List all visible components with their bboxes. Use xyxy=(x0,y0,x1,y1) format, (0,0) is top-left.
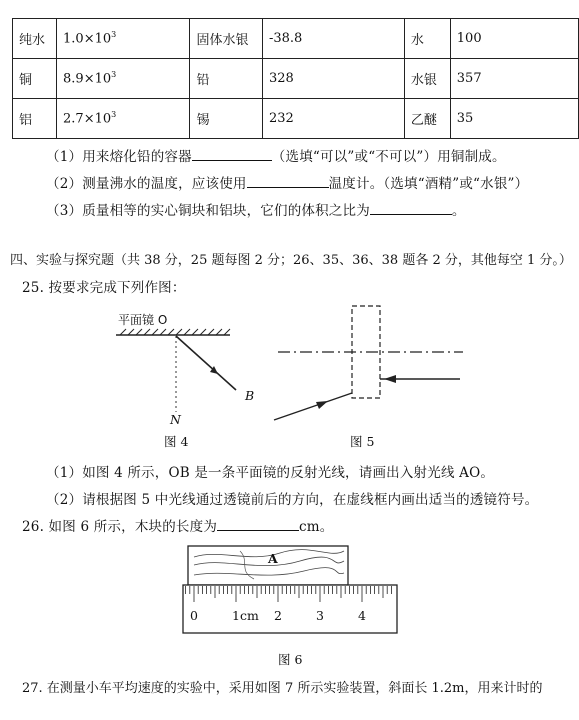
substance-value xyxy=(57,99,190,139)
figure-6-caption: 图 6 xyxy=(278,652,303,667)
substance-name: 锡 xyxy=(190,99,263,139)
q24-part3-tail: 。 xyxy=(451,203,466,219)
value-exponent: 3 xyxy=(111,70,117,80)
substance-name: 纯水 xyxy=(13,19,57,59)
q24-part2-text: （2）测量沸水的温度，应该使用 xyxy=(46,176,247,192)
substance-value xyxy=(450,99,578,139)
substance-name: 铜 xyxy=(13,59,57,99)
ruler-label: 1cm xyxy=(232,608,259,623)
substance-name: 水银 xyxy=(404,59,450,99)
q25-part1: （1）如图 4 所示，OB 是一条平面镜的反射光线，请画出入射光线 AO。 xyxy=(46,465,495,481)
q25-part2: （2）请根据图 5 中光线通过透镜前后的方向，在虚线框内画出适当的透镜符号。 xyxy=(46,492,539,508)
substance-value xyxy=(450,19,578,59)
label-b: B xyxy=(245,388,255,403)
substance-value xyxy=(262,19,404,59)
figure-5-caption: 图 5 xyxy=(350,434,375,449)
ruler-label: 3 xyxy=(316,608,324,623)
q27-question: 27. 在测量小车平均速度的实验中，采用如图 7 所示实验装置，斜面长 1.2m，用来计时的 xyxy=(22,681,543,696)
value-text: 100 xyxy=(456,31,482,46)
mirror-label: 平面镜 O xyxy=(118,313,168,327)
substance-name: 铝 xyxy=(13,99,57,139)
q24-part3-text: （3）质量相等的实心铜块和铝块，它们的体积之比为 xyxy=(46,203,370,219)
substance-value xyxy=(57,19,190,59)
answer-blank[interactable] xyxy=(370,200,452,215)
value-text: -38.8 xyxy=(268,31,303,46)
value-exponent: 3 xyxy=(111,30,117,40)
q24-part1-text: （1）用来熔化铅的容器 xyxy=(46,149,192,165)
figure-6 xyxy=(180,543,402,643)
table-row xyxy=(13,99,579,139)
substance-name: 固体水银 xyxy=(190,19,263,59)
q26-text: 26. 如图 6 所示，木块的长度为 xyxy=(22,519,218,535)
q26-unit: cm。 xyxy=(299,519,334,535)
table-row xyxy=(13,59,579,99)
ruler-label: 0 xyxy=(190,608,198,623)
value-text: 35 xyxy=(456,111,474,126)
substance-name: 铅 xyxy=(190,59,263,99)
figure-5 xyxy=(268,300,468,425)
q24-part2-tail: 温度计。（选填“酒精”或“水银”） xyxy=(328,176,529,192)
value-text: 8.9×10 xyxy=(63,71,112,87)
label-n: N xyxy=(170,412,181,427)
table-row xyxy=(13,19,579,59)
substance-value xyxy=(450,59,578,99)
value-text: 232 xyxy=(268,111,294,126)
section-heading: 四、实验与探究题（共 38 分，25 题每图 2 分；26、35、36、38 题各 2 分，其他每空 1 分。） xyxy=(10,253,572,268)
q24-part1-tail: （选填“可以”或“不可以”）用铜制成。 xyxy=(271,149,506,165)
answer-blank[interactable] xyxy=(247,173,329,188)
value-text: 2.7×10 xyxy=(63,111,112,127)
value-text: 357 xyxy=(456,71,482,86)
substance-value xyxy=(57,59,190,99)
substance-value xyxy=(262,59,404,99)
answer-blank[interactable] xyxy=(192,146,272,161)
block-label: A xyxy=(268,551,278,566)
q24-part3 xyxy=(46,199,466,219)
value-exponent: 3 xyxy=(111,110,117,120)
substance-name: 水 xyxy=(404,19,450,59)
substance-name: 乙醚 xyxy=(404,99,450,139)
q24-part2 xyxy=(46,172,528,192)
q25-title: 25. 按要求完成下列作图： xyxy=(22,280,186,296)
substance-value xyxy=(262,99,404,139)
value-text: 328 xyxy=(268,71,294,86)
data-table xyxy=(12,18,579,139)
q26-question xyxy=(22,515,334,535)
value-text: 1.0×10 xyxy=(63,31,112,47)
ruler-label: 2 xyxy=(274,608,282,623)
q24-part1 xyxy=(46,145,506,165)
answer-blank[interactable] xyxy=(217,516,299,531)
ruler-label: 4 xyxy=(358,608,366,623)
figure-4-caption: 图 4 xyxy=(164,434,189,449)
